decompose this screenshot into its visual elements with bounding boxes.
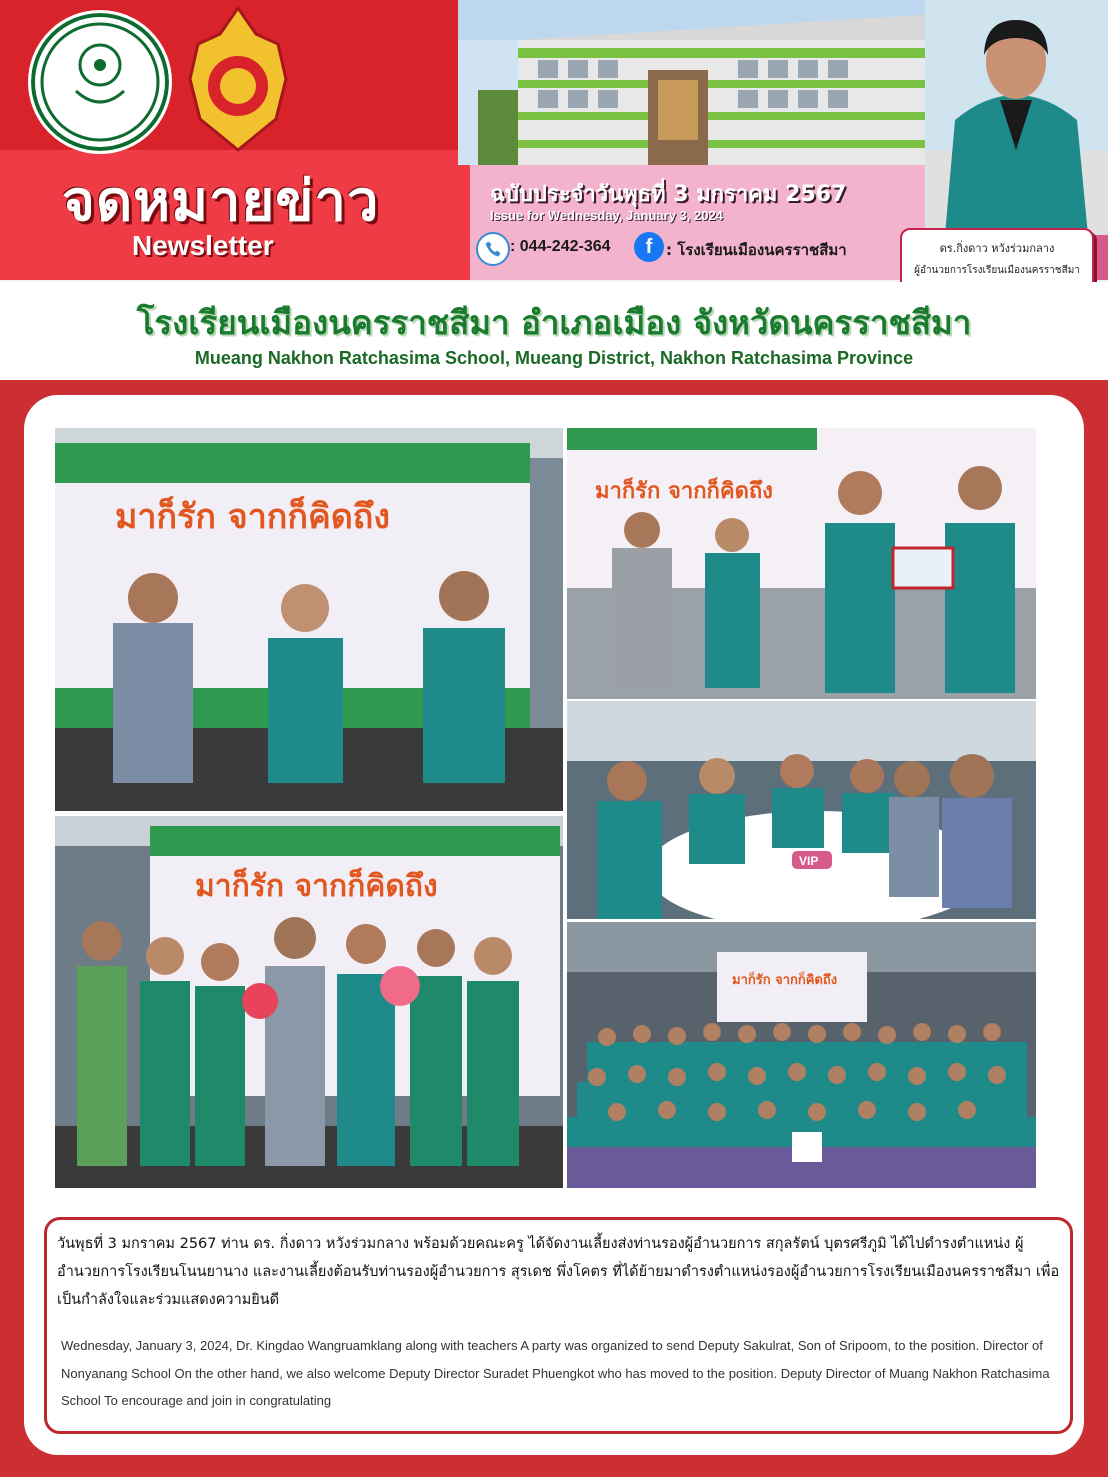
svg-text:มาก็รัก จากก็คิดถึง: มาก็รัก จากก็คิดถึง: [595, 479, 773, 504]
vip-sign: VIP: [799, 854, 819, 868]
article-english: Wednesday, January 3, 2024, Dr. Kingdao Wangruamklang along with teachers A party was organized to send Deputy Sakulrat, Son of Sripoom, to the position. Director of Nonyanang School On the other hand, we also welcome Deputy Director Suradet Phuengkot who has moved to the position. Deputy Director of Muang Nakhon Ratchasima School To encourage and join in congratulating: [61, 1338, 1050, 1408]
phone-icon: [476, 232, 510, 266]
event-photo-dinner: [567, 701, 1036, 919]
issue-date-english: Issue for Wednesday, January 3, 2024: [490, 208, 723, 223]
director-title: ผู้อำนวยการโรงเรียนเมืองนครราชสีมา: [914, 265, 1080, 276]
svg-text:มาก็รัก จากก็คิดถึง: มาก็รัก จากก็คิดถึง: [195, 869, 438, 904]
director-portrait: [925, 0, 1108, 235]
phone-number[interactable]: : 044-242-364: [510, 238, 611, 255]
director-name-card: [900, 228, 1094, 290]
event-photo-stage: [55, 428, 563, 811]
event-photo-flowers: [55, 816, 563, 1188]
newsletter-title-english: Newsletter: [132, 230, 274, 261]
banner-caption: มาก็รัก จากก็คิดถึง: [115, 497, 390, 537]
ministry-emblem: [178, 4, 298, 154]
facebook-icon: f: [634, 232, 664, 262]
event-photo-group: [567, 922, 1036, 1188]
article-text-box: [44, 1217, 1073, 1434]
facebook-page-name[interactable]: : โรงเรียนเมืองนครราชสีมา: [666, 241, 847, 259]
svg-text:มาก็รัก จากก็คิดถึง: มาก็รัก จากก็คิดถึง: [732, 973, 838, 988]
issue-date-thai: ฉบับประจำวันพุธที่ 3 มกราคม 2567: [490, 182, 847, 207]
newsletter-title-thai: จดหมายข่าว: [62, 169, 380, 234]
school-name-thai: โรงเรียนเมืองนครราชสีมา อำเภอเมือง จังหวัดนครราชสีมา: [136, 303, 972, 342]
event-photo-gift: [567, 428, 1036, 699]
director-name: ดร.กิ่งดาว หวังร่วมกลาง: [939, 242, 1055, 255]
school-name-english: Mueang Nakhon Ratchasima School, Mueang District, Nakhon Ratchasima Province: [194, 348, 914, 368]
newsletter-header: [0, 0, 1108, 290]
article-thai: วันพุธที่ 3 มกราคม 2567 ท่าน ดร. กิ่งดาว หวังร่วมกลาง พร้อมด้วยคณะครู ได้จัดงานเลี้ยงส่งท่านรองผู้อำนวยการ สกุลรัตน์ บุตรศรีภูมิ ได้ไปดำรงตำแหน่ง ผู้อำนวยการโรงเรียนโนนยานาง และงานเลี้ยงต้อนรับท่านรองผู้อำนวยการ สุรเดช พึ่งโคตร ที่ได้ย้ายมาดำรงตำแหน่งรองผู้อำนวยการโรงเรียนเมืองนครราชสีมา เพื่อเป็นกำลังใจและร่วมแสดงความยินดี: [57, 1236, 1060, 1308]
school-logo: [28, 10, 172, 154]
